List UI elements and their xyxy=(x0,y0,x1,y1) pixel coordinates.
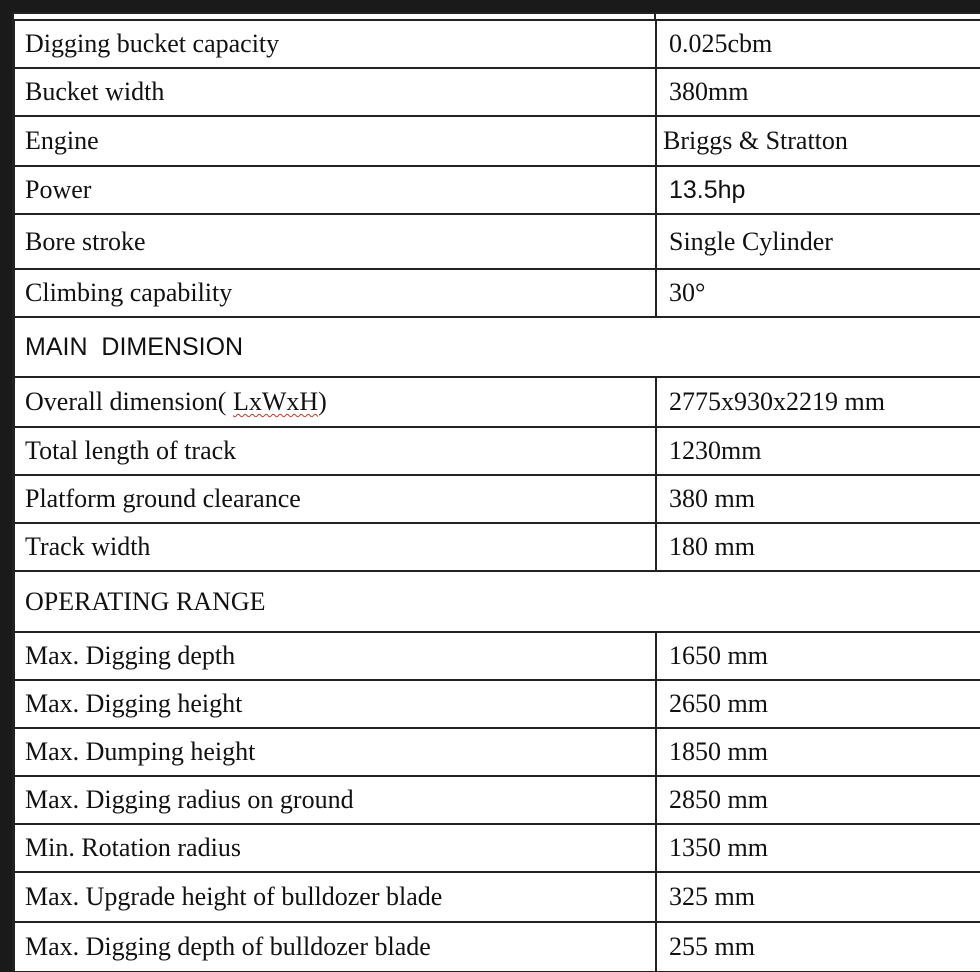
table-row xyxy=(14,776,980,824)
spec-label: Max. Digging radius on ground xyxy=(14,776,656,824)
spec-label: Bore stroke xyxy=(14,214,656,269)
spec-label: Climbing capability xyxy=(14,269,656,317)
spec-value: 1850 mm xyxy=(656,728,980,776)
table-row xyxy=(14,523,980,571)
table-row xyxy=(14,872,980,922)
spec-label: Bucket width xyxy=(14,68,656,116)
spec-label: Platform ground clearance xyxy=(14,475,656,523)
spec-label xyxy=(14,377,656,427)
table-row xyxy=(14,680,980,728)
table-row xyxy=(14,68,980,116)
spec-table xyxy=(13,19,980,972)
table-row xyxy=(14,214,980,269)
spec-label: Max. Digging depth xyxy=(14,632,656,680)
spec-value: 0.025cbm xyxy=(656,20,980,68)
spec-label: Total length of track xyxy=(14,427,656,475)
spec-value: 13.5hp xyxy=(656,166,980,214)
spec-value: Single Cylinder xyxy=(656,214,980,269)
spec-label: Max. Upgrade height of bulldozer blade xyxy=(14,872,656,922)
section-heading-main-dimension: MAIN DIMENSION xyxy=(14,317,980,377)
spec-value: 2850 mm xyxy=(656,776,980,824)
spec-value: 380 mm xyxy=(656,475,980,523)
spec-value: 2650 mm xyxy=(656,680,980,728)
table-row xyxy=(14,377,980,427)
spec-value: 30° xyxy=(656,269,980,317)
spec-label: Track width xyxy=(14,523,656,571)
spec-label: Min. Rotation radius xyxy=(14,824,656,872)
table-row xyxy=(14,269,980,317)
spec-value: 255 mm xyxy=(656,922,980,972)
spec-value: Briggs & Stratton xyxy=(656,116,980,166)
spec-value: 1650 mm xyxy=(656,632,980,680)
spec-label: Max. Dumping height xyxy=(14,728,656,776)
spec-sheet xyxy=(12,12,980,972)
spec-label: Engine xyxy=(14,116,656,166)
overall-label-dims: LxWxH xyxy=(232,387,319,416)
spec-label: Digging bucket capacity xyxy=(14,20,656,68)
table-row xyxy=(14,427,980,475)
spec-value: 325 mm xyxy=(656,872,980,922)
table-row xyxy=(14,116,980,166)
spec-value: 1350 mm xyxy=(656,824,980,872)
table-row xyxy=(14,166,980,214)
overall-label-prefix: Overall dimension( xyxy=(25,387,233,416)
overall-label-suffix: ) xyxy=(318,387,327,416)
spec-label: Power xyxy=(14,166,656,214)
spec-label: Max. Digging depth of bulldozer blade xyxy=(14,922,656,972)
spec-value: 1230mm xyxy=(656,427,980,475)
spec-value: 2775x930x2219 mm xyxy=(656,377,980,427)
table-row xyxy=(14,728,980,776)
table-row xyxy=(14,922,980,972)
spec-label: Max. Digging height xyxy=(14,680,656,728)
table-row xyxy=(14,475,980,523)
spec-value: 180 mm xyxy=(656,523,980,571)
table-row xyxy=(14,824,980,872)
spec-value: 380mm xyxy=(656,68,980,116)
table-row xyxy=(14,632,980,680)
table-row xyxy=(14,20,980,68)
section-header-row xyxy=(14,571,980,632)
section-heading-operating-range: OPERATING RANGE xyxy=(14,571,980,632)
section-header-row xyxy=(14,317,980,377)
top-rule xyxy=(12,12,980,14)
